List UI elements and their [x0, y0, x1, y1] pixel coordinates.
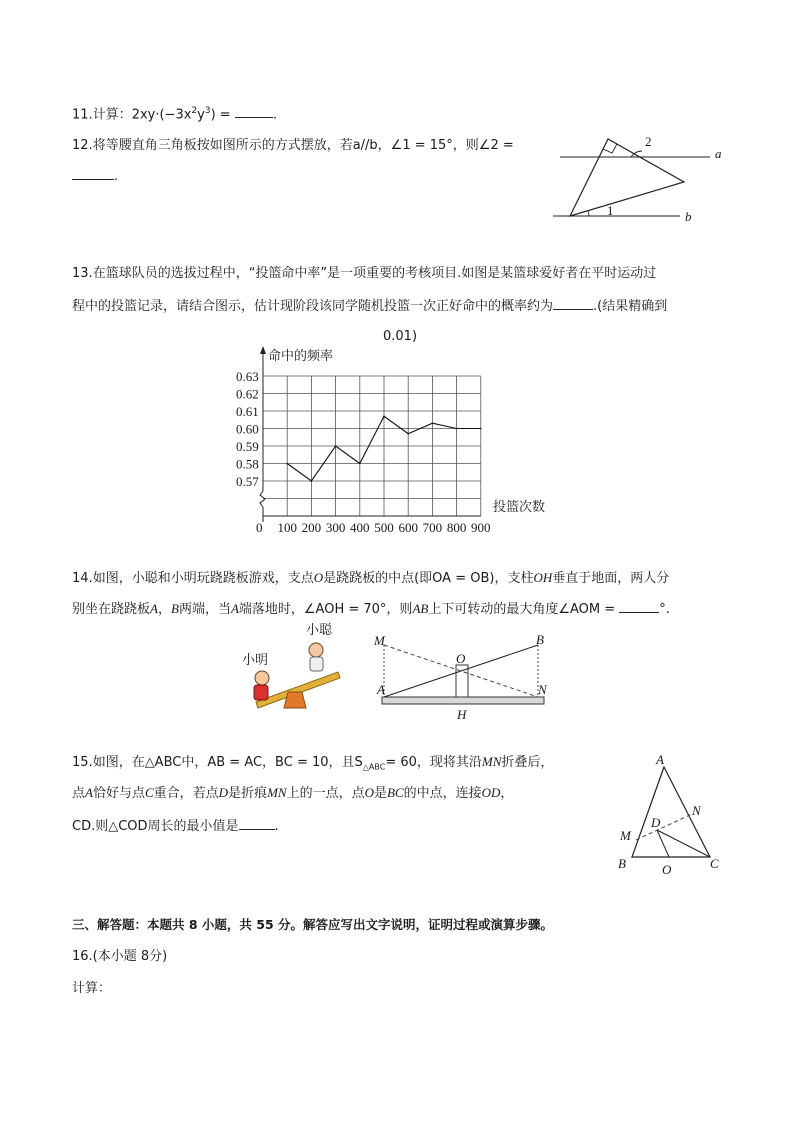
q15-number: 15. — [72, 755, 93, 770]
y-axis-label: 命中的频率 — [268, 349, 334, 364]
label-xiaocong: 小聪 — [306, 623, 333, 638]
question-16-calc-label: 计算： — [72, 981, 112, 996]
q14-text-1b: 是跷跷板的中点(即OA = OB)，支柱 — [323, 571, 534, 586]
y-tick-label: 0.60 — [236, 421, 259, 437]
y-axis-arrow — [260, 346, 266, 354]
q13-number: 13. — [72, 266, 93, 281]
q14-text-1a: 如图，小聪和小明玩跷跷板游戏，支点 — [92, 571, 314, 586]
y-tick-label: 0.62 — [236, 386, 259, 402]
q13-answer-blank[interactable] — [553, 296, 593, 310]
q15-text-2h: ， — [500, 786, 514, 801]
triangle-set-square — [570, 139, 684, 216]
q14-text-2a: 别坐在跷跷板 — [72, 602, 151, 617]
q15-text-2f: 是 — [373, 786, 387, 801]
q15-var-C: C — [144, 785, 154, 800]
x-tick-label: 400 — [350, 520, 370, 535]
x-tick-label: 300 — [325, 520, 346, 535]
q13-frequency-chart — [228, 343, 568, 538]
q15-triangle-figure — [612, 752, 732, 877]
q12-figure — [545, 130, 735, 230]
label-C: C — [710, 856, 719, 871]
q15-subscript: △ABC — [362, 762, 386, 772]
q11-end: ) = — [210, 107, 231, 123]
q14-line1 — [72, 569, 669, 588]
x-axis-label: 投篮次数 — [493, 500, 546, 515]
x-tick-label: 700 — [422, 520, 443, 535]
q12-period: . — [114, 169, 119, 184]
data-point — [311, 480, 313, 482]
q15-text-2e: 上的一点，点 — [286, 786, 365, 801]
q12-text: 将等腰直角三角板按如图所示的方式摆放，若a//b，∠1 = 15°，则∠2 = — [92, 138, 514, 153]
q13-line1 — [72, 265, 656, 283]
data-point — [286, 463, 288, 465]
label-N: N — [538, 682, 547, 697]
ground — [382, 697, 544, 704]
seesaw-illustration — [240, 620, 350, 712]
q15-line2 — [72, 784, 513, 803]
segment-CD — [657, 830, 710, 857]
q15-text-2c: 重合，若点 — [153, 786, 219, 801]
label-xiaoming: 小明 — [242, 653, 269, 668]
q14-text-2c: 端落地时，∠AOH = 70°，则 — [238, 602, 413, 617]
label-A: A — [377, 682, 385, 697]
q15-text-2a: 点 — [72, 786, 86, 801]
q11-sup2: 3 — [204, 106, 211, 116]
origin-label: 0 — [256, 520, 263, 535]
label-B: B — [536, 632, 544, 647]
data-point — [480, 428, 482, 430]
q14-line2 — [72, 599, 670, 619]
q15-var-D: D — [218, 785, 229, 800]
q13-text-2-end: .(结果精确到 — [593, 299, 668, 314]
q11-period: . — [272, 107, 277, 123]
q15-var-MN: MN — [481, 754, 502, 769]
label-A: A — [656, 752, 664, 767]
q14-var-B: B — [170, 601, 179, 616]
q15-line3 — [72, 816, 279, 836]
q15-var-MN2: MN — [267, 785, 287, 800]
question-11 — [72, 102, 277, 124]
label-angle-2: 2 — [645, 134, 652, 149]
q14-geometry-figure — [370, 630, 560, 725]
q14-var-A: A — [150, 601, 158, 616]
q15-text-2d: 是折痕 — [228, 786, 268, 801]
q15-var-A: A — [85, 785, 93, 800]
q12-answer-blank[interactable] — [72, 166, 114, 180]
q14-var-A2: A — [230, 601, 239, 616]
label-O: O — [662, 862, 672, 877]
boy-ming-body — [254, 685, 268, 700]
y-tick-label: 0.58 — [236, 456, 259, 472]
label-B: B — [618, 856, 626, 871]
q14-comma: ， — [157, 602, 171, 617]
q14-var-AB: AB — [412, 601, 429, 616]
label-M: M — [620, 828, 631, 843]
q15-var-OD: OD — [481, 785, 501, 800]
q14-var-OH: OH — [533, 570, 553, 585]
q15-text-3: CD.则△COD周长的最小值是 — [72, 819, 239, 834]
q15-text-1c: 折叠后， — [501, 755, 554, 770]
q12-number: 12. — [72, 138, 93, 153]
x-tick-label: 100 — [277, 520, 297, 535]
angle-2-arc — [631, 151, 642, 157]
label-N: N — [692, 803, 701, 818]
segment-OD — [657, 830, 669, 857]
y-tick-label: 0.63 — [236, 369, 259, 384]
question-16-heading: 16.(本小题 8分) — [72, 949, 168, 964]
q11-sup1: 2 — [191, 106, 198, 116]
y-tick-label: 0.57 — [236, 474, 259, 489]
question-12 — [72, 137, 514, 155]
q15-line1 — [72, 753, 553, 777]
q14-text-2-end: °. — [659, 602, 670, 617]
boy-cong-head — [309, 643, 323, 657]
q14-answer-blank[interactable] — [619, 599, 659, 613]
q11-mid: y — [197, 107, 205, 123]
q14-text-2b: 两端，当 — [178, 602, 231, 617]
q15-answer-blank[interactable] — [239, 816, 275, 830]
seesaw-pivot — [284, 692, 306, 708]
data-point — [432, 422, 434, 424]
label-O: O — [456, 651, 466, 666]
y-tick-label: 0.61 — [236, 404, 259, 419]
q15-text-2b: 恰好与点 — [92, 786, 145, 801]
x-tick-label: 500 — [374, 520, 394, 535]
section-3-heading: 三、解答题：本题共 8 小题，共 55 分。解答应写出文字说明，证明过程或演算步骤。 — [72, 917, 554, 932]
fold-line-MN — [636, 814, 692, 840]
q15-text-2g: 的中点，连接 — [403, 786, 482, 801]
x-tick-label: 900 — [471, 520, 491, 535]
data-point — [335, 445, 337, 447]
boy-ming-head — [255, 671, 269, 685]
q14-text-1c: 垂直于地面，两人分 — [552, 571, 670, 586]
data-point — [359, 463, 361, 465]
label-D: D — [651, 815, 661, 830]
q13-text-3: 0.01) — [383, 329, 418, 344]
q13-text-1: 在篮球队员的选拔过程中，“投篮命中率”是一项重要的考核项目.如图是某篮球爱好者在平时运动过 — [92, 266, 657, 281]
q11-number: 11. — [72, 107, 93, 123]
label-H: H — [457, 707, 467, 722]
label-b: b — [685, 209, 692, 224]
y-axis-break — [260, 491, 265, 507]
q14-text-2d: 上下可转动的最大角度∠AOM = — [428, 602, 616, 617]
data-point — [383, 415, 385, 417]
label-M: M — [374, 633, 385, 648]
label-angle-1: 1 — [607, 203, 614, 218]
data-point — [407, 433, 409, 435]
label-a: a — [715, 146, 722, 161]
q13-line2 — [72, 296, 667, 316]
q15-text-1b: = 60，现将其沿 — [385, 755, 482, 770]
q11-answer-blank[interactable] — [235, 104, 273, 118]
q11-text: 计算：2xy·(−3x — [92, 107, 192, 123]
q15-var-O: O — [364, 785, 374, 800]
q14-number: 14. — [72, 571, 93, 586]
boy-cong-body — [310, 657, 323, 671]
data-point — [456, 428, 458, 430]
x-tick-label: 800 — [446, 520, 467, 535]
q15-text-1a: 如图，在△ABC中，AB = AC，BC = 10，且S — [92, 755, 363, 770]
x-tick-label: 600 — [398, 520, 418, 535]
angle-1-arc — [588, 211, 589, 216]
q15-text-3-end: . — [274, 819, 279, 834]
x-tick-label: 200 — [301, 520, 322, 535]
q13-text-2: 程中的投篮记录，请结合图示，估计现阶段该同学随机投篮一次正好命中的概率约为 — [72, 299, 554, 314]
y-tick-label: 0.59 — [236, 439, 259, 454]
q14-var-O: O — [313, 570, 324, 585]
q15-var-BC: BC — [387, 785, 404, 800]
q12-answer-line — [72, 166, 118, 186]
